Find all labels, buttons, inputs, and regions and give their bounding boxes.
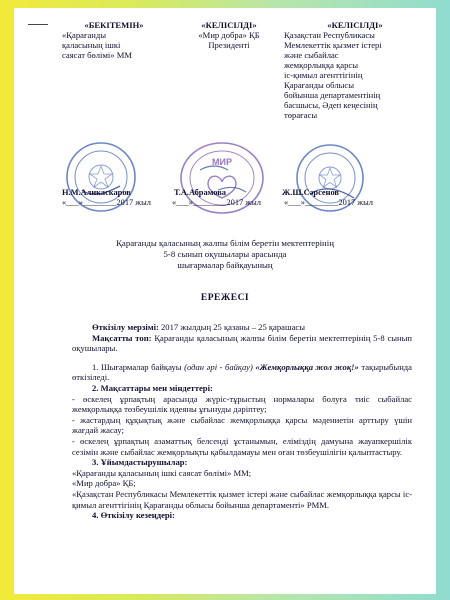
approval-org-line: іс-қимыл агенттігінің (284, 70, 363, 80)
subject-line: Қарағанды қаласының жалпы білім беретін мектептерінің (116, 238, 334, 248)
objective-item: - жастардың құқықтық және сыбайлас жемқорлыққа қарсы мәдениетін арттыру үшін жағдай жасау; (72, 414, 412, 436)
section-2-heading: 2. Мақсаттары мен міндеттері: (92, 382, 213, 393)
approval-org-line: және сыбайлас (284, 50, 339, 60)
signature-date: «___»________2017 жыл (284, 198, 373, 207)
organizer-item: «Қазақстан Республикасы Мемлекеттік қызмет істері және сыбайлас жемқорлыққа қарсы іс-қимыл агенттігінің Қарағанды облысы бойынша департаменті» РММ. (72, 488, 412, 510)
approval-org-line: қаласының ішкі (62, 40, 121, 50)
goal-label: Мақсатты топ: (92, 332, 152, 343)
approval-org-line: жемқорлыққа қарсы (284, 60, 358, 70)
approval-org-line: «Мир добра» ҚБ (198, 30, 260, 40)
approval-org-line: «Қарағанды (62, 30, 107, 40)
section-4-heading: 4. Өткізілу кезеңдері: (92, 510, 175, 521)
approval-org-line: Қарағанды облысы (284, 80, 354, 90)
approval-org-line: Мемлекеттік қызмет істері (284, 40, 382, 50)
signatory-name: Ж.Ш.Сәрсенов (282, 188, 339, 197)
approval-org-line: саясат бөлімі» ММ (62, 50, 133, 60)
signature-date: «___»________2017 жыл (62, 198, 151, 207)
approval-org-line: бойынша департаментінің (284, 90, 381, 100)
section-text-italic: (одан әрі - байқау) (184, 361, 253, 372)
approval-block-mir-dobra (178, 20, 280, 50)
section-text-bold-italic: «Жемқорлыққа жол жоқ!» (252, 361, 359, 372)
goal-value: Қарағанды қаласының жалпы білім беретін мектептерінің 5-8 сынып оқушылары. (72, 332, 412, 354)
goal-paragraph (72, 333, 412, 354)
section-1-paragraph (72, 362, 412, 383)
document-body (72, 308, 412, 521)
approval-org-line: төрағасы (284, 110, 318, 120)
signatory-name: Т.А.Абрамова (174, 188, 226, 197)
document-title: ЕРЕЖЕСІ (200, 293, 250, 303)
term-label: Өткізілу мерзімі: (92, 322, 159, 332)
approval-block-internal-policy (62, 20, 166, 60)
section-number: 1. (92, 361, 101, 372)
approval-heading: «БЕКІТЕМІН» (84, 20, 144, 30)
section-3-heading: 3. Ұйымдастырушылар: (92, 457, 188, 468)
signatory-name: Н.М.Аликаскаров (62, 188, 131, 197)
section-text: тақырыбында өткізіледі. (72, 361, 412, 383)
approval-heading: «КЕЛІСІЛДІ» (327, 20, 383, 30)
subject-line: 5-8 сынып оқушылары арасында (163, 249, 287, 259)
approval-org-line: Қазақстан Республикасы (284, 30, 375, 40)
organizer-item: «Мир добра» ҚБ; (72, 478, 136, 489)
stamp-label: МИР (212, 157, 232, 167)
approval-org-line: Президенті (208, 40, 250, 50)
section-text: Шығармалар байқауы (100, 361, 185, 372)
signature-date: «___»________2017 жыл (172, 198, 261, 207)
scan-artifact-line (28, 24, 48, 25)
subject-line: шығармалар байқауының (177, 260, 273, 270)
organizer-item: «Қарағанды қаласының ішкі саясат бөлімі» ММ; (72, 467, 252, 478)
objective-item: - өскелең ұрпақтың азаматтық белсенді ұстанымын, еліміздің дамуына жауапкершілік сезімін және сыбайлас жемқорлықты қабылдамауы мен оған төзбеушілігін қалыптастыру. (72, 435, 412, 457)
document-subject (14, 238, 436, 271)
document-page (14, 8, 436, 594)
approval-block-anticorruption-agency (284, 20, 426, 120)
objective-item: - өскелең ұрпақтың арасында жүріс-тұрыстың нормалары болуға тиіс сыбайлас жемқорлыққа төзбеушілік идеяны ұғынуды дәріптеу; (72, 393, 412, 415)
term-paragraph (72, 322, 412, 333)
term-value: 2017 жылдың 25 қазаны – 25 қарашасы (158, 322, 306, 332)
approval-org-line: басшысы, Әдеп кеңесінің (284, 100, 378, 110)
approval-heading: «КЕЛІСІЛДІ» (201, 20, 257, 30)
